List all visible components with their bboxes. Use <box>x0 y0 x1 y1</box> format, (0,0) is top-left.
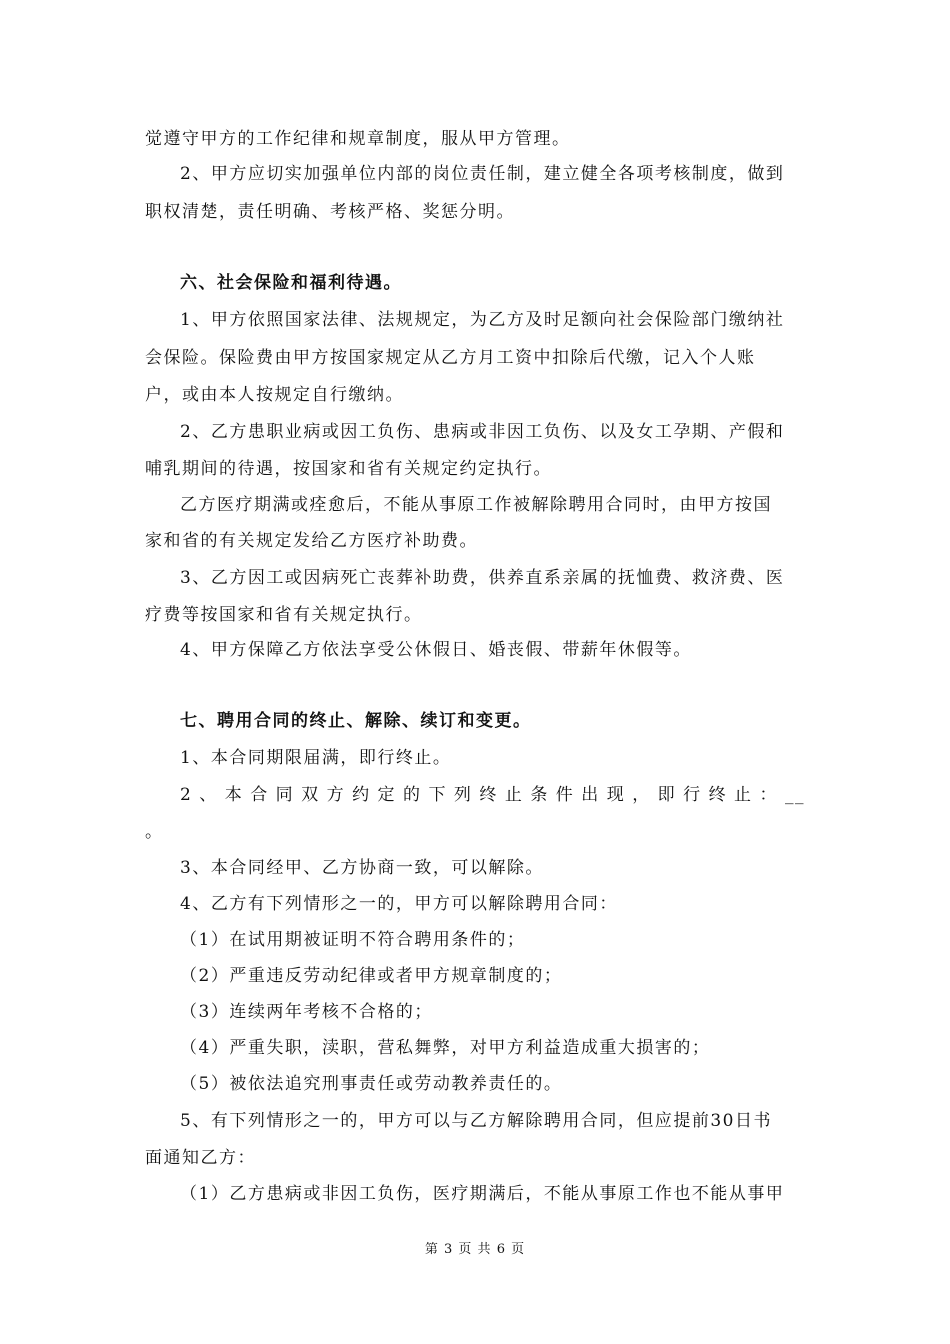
text-line: 职权清楚，责任明确、考核严格、奖惩分明。 <box>145 202 515 222</box>
list-item: （2）严重违反劳动纪律或者甲方规章制度的； <box>180 966 563 986</box>
text-line: 2、本合同双方约定的下列终止条件出现，即行终止：__ <box>180 785 805 805</box>
section-heading: 六、社会保险和福利待遇。 <box>180 273 402 293</box>
text-line: 2、乙方患职业病或因工负伤、患病或非因工负伤、以及女工孕期、产假和 <box>180 422 785 442</box>
text-line: 3、乙方因工或因病死亡丧葬补助费，供养直系亲属的抚恤费、救济费、医 <box>180 568 785 588</box>
text-line: 面通知乙方： <box>145 1148 256 1168</box>
list-item: （4）严重失职，渎职，营私舞弊，对甲方利益造成重大损害的； <box>180 1038 711 1058</box>
text-line: 乙方医疗期满或痊愈后，不能从事原工作被解除聘用合同时，由甲方按国 <box>180 495 772 515</box>
text-line: 户，或由本人按规定自行缴纳。 <box>145 385 404 405</box>
text-line: 疗费等按国家和省有关规定执行。 <box>145 605 423 625</box>
section-heading: 七、聘用合同的终止、解除、续订和变更。 <box>180 711 532 731</box>
list-item: （1）在试用期被证明不符合聘用条件的； <box>180 930 526 950</box>
text-line: 1、本合同期限届满，即行终止。 <box>180 748 452 768</box>
text-line: 会保险。保险费由甲方按国家规定从乙方月工资中扣除后代缴，记入个人账 <box>145 348 756 368</box>
list-item: （1）乙方患病或非因工负伤，医疗期满后，不能从事原工作也不能从事甲 <box>180 1184 785 1204</box>
text-line: 哺乳期间的待遇，按国家和省有关规定约定执行。 <box>145 459 552 479</box>
text-line: 觉遵守甲方的工作纪律和规章制度，服从甲方管理。 <box>145 129 571 149</box>
list-item: （5）被依法追究刑事责任或劳动教养责任的。 <box>180 1074 563 1094</box>
text-line: 2、甲方应切实加强单位内部的岗位责任制，建立健全各项考核制度，做到 <box>180 164 785 184</box>
page-footer: 第 3 页 共 6 页 <box>424 1242 526 1257</box>
text-line: 3、本合同经甲、乙方协商一致，可以解除。 <box>180 858 544 878</box>
text-line: 4、乙方有下列情形之一的，甲方可以解除聘用合同： <box>180 894 618 914</box>
text-line: 4、甲方保障乙方依法享受公休假日、婚丧假、带薪年休假等。 <box>180 640 692 660</box>
text-line: 家和省的有关规定发给乙方医疗补助费。 <box>145 531 478 551</box>
list-item: （3）连续两年考核不合格的； <box>180 1002 433 1022</box>
text-line: 。 <box>145 822 164 842</box>
text-line: 1、甲方依照国家法律、法规规定，为乙方及时足额向社会保险部门缴纳社 <box>180 310 785 330</box>
text-line: 5、有下列情形之一的，甲方可以与乙方解除聘用合同，但应提前30日书 <box>180 1111 772 1131</box>
